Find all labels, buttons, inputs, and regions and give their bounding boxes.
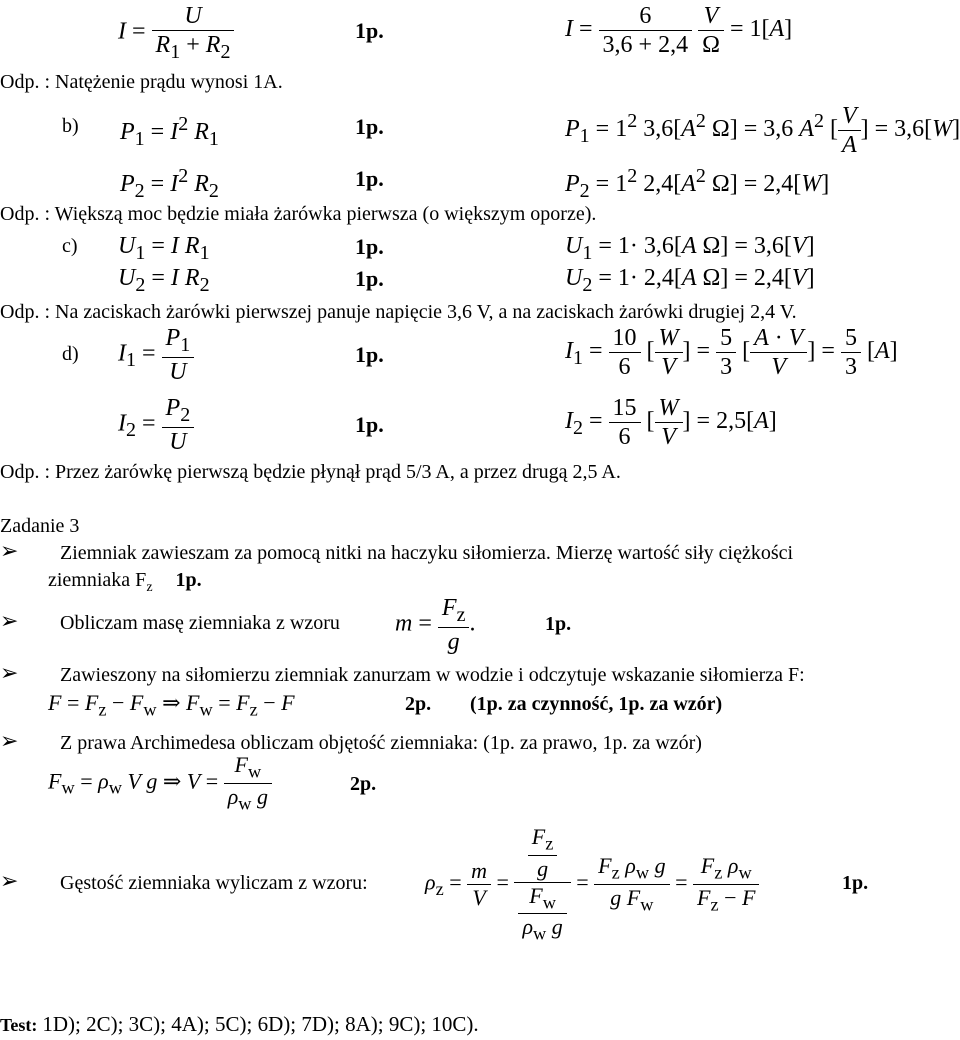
task3-title: Zadanie 3: [0, 515, 80, 537]
eq-c2-left: $U_2 = I$ $R_2$: [118, 265, 210, 296]
task3-item4-formula: $F_w = \rho_w$ V g ⇒ V = $\frac{F_w}{\rho_w g}$: [48, 754, 272, 812]
answer-b: Odp. : Większą moc będzie miała żarówka pierwsza (o większym oporze).: [0, 203, 597, 225]
points-c2: 1p.: [355, 266, 384, 291]
arrow-bullet-icon: ➢: [0, 538, 19, 563]
points-b1: 1p.: [355, 114, 384, 139]
task3-item3-formula: $F = F_z - F_w$ ⇒ $F_w = F_z - F$: [48, 690, 295, 720]
points-b2: 1p.: [355, 166, 384, 191]
task3-item1-line2: [48, 570, 202, 595]
eq-a-right: I = $\frac{6}{3,6 + 2,4}$ $\frac{V}{\Omega}$ = 1[A]: [565, 3, 793, 58]
eq-a-left: I = $\frac{U}{R_1 + R_2}$: [118, 4, 234, 62]
eq-c1-right: $U_1 = 1\cdot 3,6[A$ Ω] = 3,6[V]: [565, 233, 815, 264]
task3-item1-sub: z: [146, 580, 153, 595]
eq-c1-left: $U_1 = I$ $R_1$: [118, 233, 210, 264]
task3-item1-line1: Ziemniak zawieszam za pomocą nitki na haczyku siłomierza. Mierzę wartość siły ciężkości: [60, 542, 794, 564]
task3-item3-note: (1p. za czynność, 1p. za wzór): [470, 693, 723, 715]
eq-d1-left: $I_1$ = $\frac{P_1}{U}$: [118, 326, 194, 384]
arrow-bullet-icon: ➢: [0, 728, 19, 753]
eq-b2-left: $P_2 = I^2$ $R_2$: [120, 165, 219, 202]
test-answers: [0, 1014, 479, 1035]
arrow-bullet-icon: ➢: [0, 868, 19, 893]
points-d2: 1p.: [355, 412, 384, 437]
task3-item2-formula: m = $\frac{F_z}{g}$ .: [395, 595, 476, 655]
points-c1: 1p.: [355, 234, 384, 259]
test-answer-list: 1D); 2C); 3C); 4A); 5C); 6D); 7D); 8A); 9C); 10C).: [42, 1012, 479, 1036]
task3-item5-formula: $\rho_z$ = $\frac{m}{V}$ = $\frac{\frac{F_z}{g}}{\frac{F_w}{\rho_w g}}$ = $\frac{F_z \rho_w g}{g F_w}$ = $\frac{F_z \rho_w}{F_z - F}$: [425, 826, 759, 943]
label-c: c): [62, 235, 78, 257]
eq-d2-left: $I_2$ = $\frac{P_2}{U}$: [118, 396, 194, 454]
eq-b2-right: $P_2 = 1^2$ $2,4[A^2$ Ω] = 2,4[W]: [565, 165, 830, 202]
task3-item5-points: 1p.: [842, 872, 869, 894]
label-d: d): [62, 343, 79, 365]
task3-item3-points: 2p.: [405, 693, 432, 715]
arrow-bullet-icon: ➢: [0, 608, 19, 633]
points-d1: 1p.: [355, 342, 384, 367]
points-a: 1p.: [355, 18, 384, 43]
answer-d: Odp. : Przez żarówkę pierwszą będzie płynął prąd 5/3 A, a przez drugą 2,5 A.: [0, 461, 621, 483]
eq-c2-right: $U_2 = 1\cdot 2,4[A$ Ω] = 2,4[V]: [565, 265, 815, 296]
arrow-bullet-icon: ➢: [0, 660, 19, 685]
eq-d2-right: $I_2$ = $\frac{15}{6}$ [ $\frac{W}{V}$ ] = 2,5[A]: [565, 395, 777, 450]
answer-c: Odp. : Na zaciskach żarówki pierwszej panuje napięcie 3,6 V, a na zaciskach żarówki drugiej 2,4 V.: [0, 301, 797, 323]
task3-item3-text: Zawieszony na siłomierzu ziemniak zanurzam w wodzie i odczytuje wskazanie siłomierza F:: [60, 664, 805, 686]
task3-item2-points: 1p.: [545, 613, 572, 635]
task3-item4-text: Z prawa Archimedesa obliczam objętość ziemniaka: (1p. za prawo, 1p. za wzór): [60, 732, 702, 754]
answer-a: Odp. : Natężenie prądu wynosi 1A.: [0, 71, 283, 93]
task3-item5-text: Gęstość ziemniaka wyliczam z wzoru:: [60, 872, 368, 894]
label-b: b): [62, 115, 79, 137]
eq-b1-right: $P_1 = 1^2$ $3,6[A^2$ Ω] = 3,6 $A^2$ [ $\frac{V}{A}$ ] = 3,6[W]: [565, 103, 960, 158]
task3-item1-text: ziemniaka F: [48, 569, 147, 591]
test-label: Test:: [0, 1015, 38, 1035]
eq-b1-left: $P_1 = I^2$ $R_1$: [120, 113, 219, 150]
task3-item1-points: 1p.: [175, 569, 202, 591]
eq-d1-right: $I_1$ = $\frac{10}{6}$ [ $\frac{W}{V}$ ] = $\frac{5}{3}$ [ $\frac{A \cdot V}{V}$ ] = $\frac{5}{3}$ [A]: [565, 325, 898, 380]
task3-item2-text: Obliczam masę ziemniaka z wzoru: [60, 612, 340, 634]
task3-item4-points: 2p.: [350, 773, 377, 795]
